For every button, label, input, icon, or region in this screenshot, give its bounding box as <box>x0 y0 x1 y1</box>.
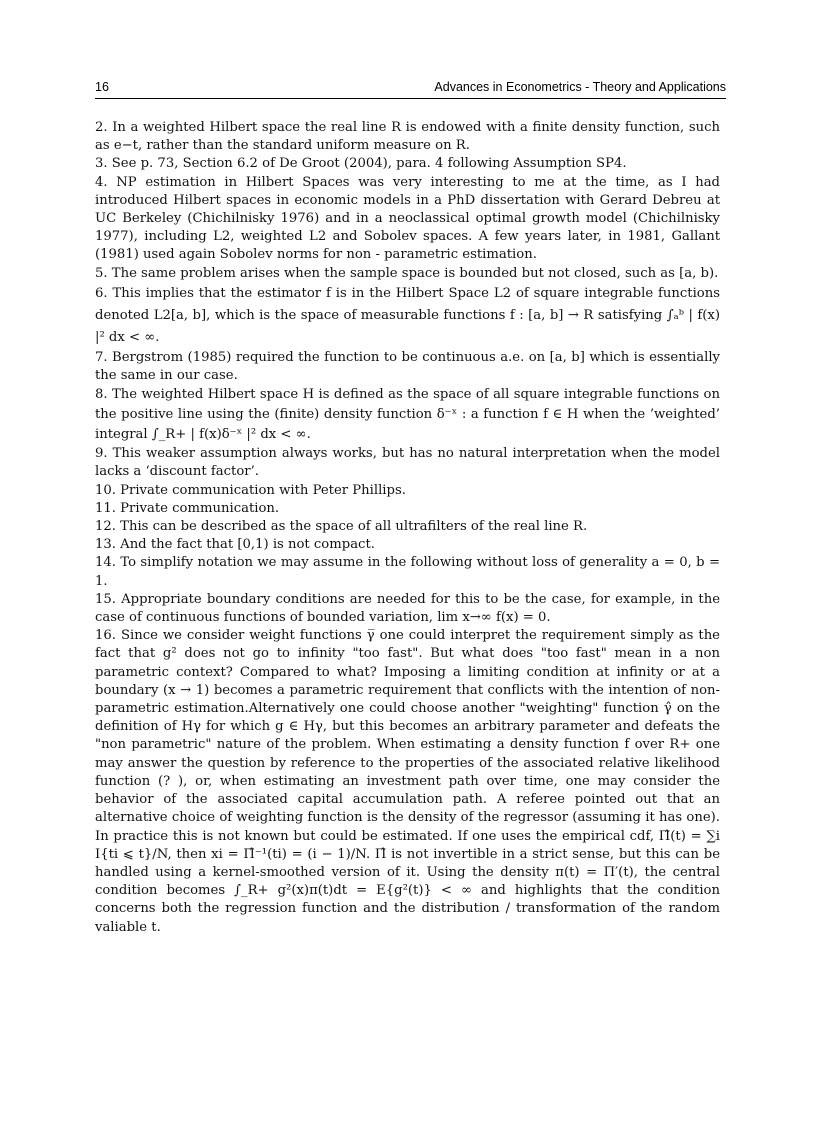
note-12: 12. This can be described as the space of all ultrafilters of the real line R. <box>95 519 588 535</box>
note-5: 5. The same problem arises when the sample space is bounded but not closed, such as [a, b). <box>95 265 719 281</box>
page-number: 16 <box>95 80 109 94</box>
note-3: 3. See p. 73, Section 6.2 of De Groot (2004), para. 4 following Assumption SP4. <box>95 156 627 172</box>
endnotes <box>95 119 720 937</box>
note-8: 8. The weighted Hilbert space H is defined as the space of all square integrable functions on the positive line using the (finite) density function δ⁻ˣ : a function f ∈ H when the ’weighted’ integral ∫_R+ | f(x)δ⁻ˣ |² dx < ∞. <box>95 387 720 443</box>
note-2: 2. In a weighted Hilbert space the real line R is endowed with a finite density function, such as e−t, rather than the standard uniform measure on R. <box>95 120 720 154</box>
note-15: 15. Appropriate boundary conditions are needed for this to be the case, for example, in the case of continuous functions of bounded variation, lim x→∞ f(x) = 0. <box>95 591 720 626</box>
note-7: 7. Bergstrom (1985) required the function to be continuous a.e. on [a, b] which is essentially the same in our case. <box>95 349 720 384</box>
note-4: 4. NP estimation in Hilbert Spaces was very interesting to me at the time, as I had introduced Hilbert spaces in economic models in a PhD dissertation with Gerard Debreu at UC Berkeley (Chichilnisky 1976) and in a neoclassical optimal growth model (Chichilnisky 1977), including L2, weighted L2 and Sobolev spaces. A few years later, in 1981, Gallant (1981) used again Sobolev norms for non - parametric estimation. <box>95 174 720 263</box>
note-11: 11. Private communication. <box>95 500 280 516</box>
note-9: 9. This weaker assumption always works, but has no natural interpretation when the model lacks a ‘discount factor’. <box>95 446 720 480</box>
note-16: 16. Since we consider weight functions γ̅ one could interpret the requirement simply as the fact that g² does not go to infinity "too fast". But what does "too fast" mean in a non parametric context? Compared to what? Imposing a limiting condition at infinity or at a boundary (x → 1) becomes a parametric requirement that conflicts with the intention of non-parametric estimation.Alternatively one could choose another "weighting" function γ̂ on the definition of Hγ for which g ∈ Hγ, but this becomes an arbitrary parameter and defeats the "non parametric" nature of the problem. When estimating a density function f over R+ one may answer the question by reference to the properties of the associated relative likelihood function (? ), or, when estimating an investment path over time, one may consider the behavior of the associated capital accumulation path. A referee pointed out that an alternative choice of weighting function is the density of the regressor (assuming it has one). In practice this is not known but could be estimated. If one uses the empirical cdf, Π̂(t) = ∑i I{ti ⩽ t}/N, then xi = Π̂⁻¹(ti) = (i − 1)/N. Π̂ is not invertible in a strict sense, but this can be handled using a kernel-smoothed version of it. Using the density π(t) = Π′(t), the central condition becomes ∫_R+ g²(x)π(t)dt = E{g²(t)} < ∞ and highlights that the condition concerns both the regression function and the distribution / transformation of the random valiable t. <box>95 628 720 935</box>
header-rule <box>95 98 726 99</box>
note-14: 14. To simplify notation we may assume in the following without loss of generality a = 0, b = 1. <box>95 555 720 589</box>
running-header <box>95 80 726 98</box>
book-title: Advances in Econometrics - Theory and Applications <box>434 80 726 94</box>
note-13: 13. And the fact that [0,1) is not compact. <box>95 537 375 553</box>
note-10: 10. Private communication with Peter Phillips. <box>95 482 406 498</box>
note-6: 6. This implies that the estimator f is in the Hilbert Space L2 of square integrable functions denoted L2[a, b], which is the space of measurable functions f : [a, b] → R satisfying ∫ₐᵇ | f(x) |² dx < ∞. <box>95 285 720 345</box>
